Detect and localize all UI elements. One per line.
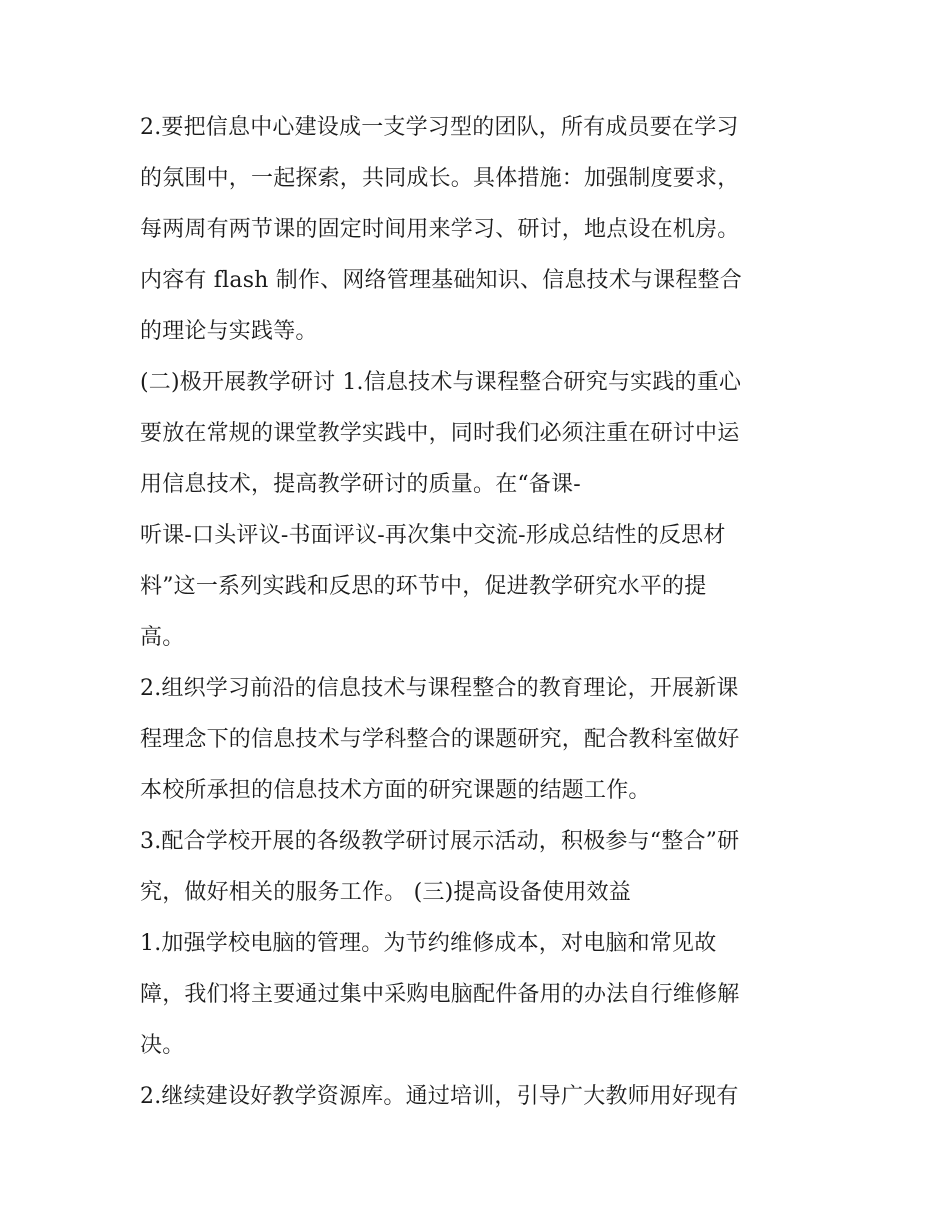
text-line: 1.加强学校电脑的管理。为节约维修成本，对电脑和常见故	[140, 931, 717, 956]
text-line: 2.要把信息中心建设成一支学习型的团队，所有成员要在学习	[140, 115, 739, 140]
text-line: 决。	[140, 1033, 185, 1058]
text-line: 障，我们将主要通过集中采购电脑配件备用的办法自行维修解	[140, 982, 740, 1007]
text-line: 听课-口头评议-书面评议-再次集中交流-形成总结性的反思材	[140, 523, 726, 548]
text-line: 究，做好相关的服务工作。 (三)提高设备使用效益	[140, 880, 631, 905]
text-line: 每两周有两节课的固定时间用来学习、研讨，地点设在机房。	[140, 217, 740, 242]
text-line: 2.继续建设好教学资源库。通过培训，引导广大教师用好现有	[140, 1084, 739, 1109]
text-line: 本校所承担的信息技术方面的研究课题的结题工作。	[140, 778, 651, 803]
text-line: 用信息技术，提高教学研讨的质量。在“备课-	[140, 472, 581, 497]
text-line: 程理念下的信息技术与学科整合的课题研究，配合教科室做好	[140, 727, 740, 752]
text-line: 内容有 flash 制作、网络管理基础知识、信息技术与课程整合	[140, 268, 742, 293]
text-line: 2.组织学习前沿的信息技术与课程整合的教育理论，开展新课	[140, 676, 739, 701]
text-line: 高。	[140, 625, 185, 650]
text-line: 的氛围中，一起探索，共同成长。具体措施：加强制度要求，	[140, 166, 740, 191]
text-line: 料”这一系列实践和反思的环节中，促进教学研究水平的提	[140, 574, 707, 599]
text-line: (二)极开展教学研讨 1.信息技术与课程整合研究与实践的重心	[140, 370, 742, 395]
document-body	[140, 102, 830, 1122]
text-line: 3.配合学校开展的各级教学研讨展示活动，积极参与“整合”研	[140, 829, 740, 854]
text-line: 要放在常规的课堂教学实践中，同时我们必须注重在研讨中运	[140, 421, 740, 446]
text-line: 的理论与实践等。	[140, 319, 318, 344]
